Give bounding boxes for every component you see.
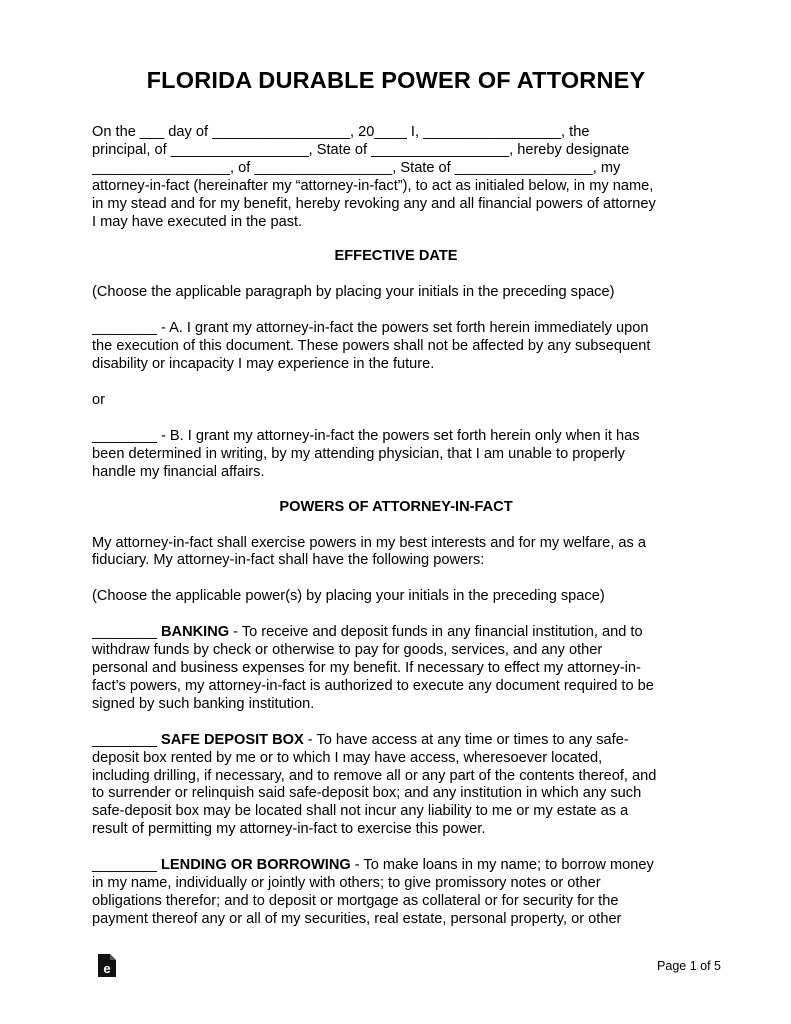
safe-deposit-paragraph	[92, 732, 700, 839]
safe-deposit-first-line	[92, 732, 700, 750]
safe-deposit-line: including drilling, if necessary, and to remove all or any part of the contents thereof, and	[92, 767, 657, 784]
safe-deposit-line: safe-deposit box may be located shall not incur any liability to me or my estate as a	[92, 803, 629, 820]
effective-date-instruction: (Choose the applicable paragraph by placing your initials in the preceding space)	[92, 284, 615, 301]
powers-heading: POWERS OF ATTORNEY-IN-FACT	[279, 498, 513, 515]
intro-line: in my stead and for my benefit, hereby revoking any and all financial powers of attorney	[92, 195, 656, 212]
option-b-line: been determined in writing, by my attending physician, that I am unable to properly	[92, 445, 625, 462]
safe-deposit-line: deposit box rented by me or to which I may have access, wheresoever located,	[92, 749, 603, 766]
option-a-line: ________ - A. I grant my attorney-in-fact the powers set forth herein immediately upon	[92, 320, 649, 337]
safe-deposit-line: to surrender or relinquish said safe-deposit box; and any institution in which any such	[92, 785, 642, 802]
lending-line: obligations therefor; and to deposit or mortgage as collateral or for security for the	[92, 893, 619, 909]
option-a-line: the execution of this document. These powers shall not be affected by any subsequent	[92, 338, 651, 355]
lending-initials-blank: ________	[92, 857, 161, 874]
intro-line: principal, of _________________, State of _________________, hereby designate	[92, 141, 630, 158]
lending-label: LENDING OR BORROWING	[161, 857, 351, 874]
banking-line: signed by such banking institution.	[92, 695, 315, 712]
option-a-paragraph	[92, 320, 700, 374]
safe-deposit-label: SAFE DEPOSIT BOX	[161, 731, 304, 748]
effective-date-heading: EFFECTIVE DATE	[334, 248, 458, 265]
intro-line: On the ___ day of _________________, 20____ I, _________________, the	[92, 124, 590, 140]
banking-first-line	[92, 624, 700, 642]
lending-text: - To make loans in my name; to borrow money	[350, 857, 654, 874]
lending-line: payment thereof any or all of my securities, real estate, personal property, or other	[92, 910, 622, 927]
powers-intro-paragraph	[92, 535, 700, 571]
intro-line: _________________, of _________________, State of _________________, my	[92, 159, 621, 176]
banking-line: fact’s powers, my attorney-in-fact is authorized to execute any document required to be	[92, 677, 654, 694]
powers-instruction: (Choose the applicable power(s) by placing your initials in the preceding space)	[92, 588, 605, 605]
option-b-line: ________ - B. I grant my attorney-in-fact the powers set forth herein only when it has	[92, 427, 640, 444]
eforms-logo-icon	[97, 953, 117, 978]
lending-line: in my name, individually or jointly with others; to give promissory notes or other	[92, 875, 601, 892]
banking-line: withdraw funds by check or otherwise to pay for goods, services, and any other	[92, 642, 603, 659]
document-page	[92, 60, 700, 929]
safe-deposit-line: result of permitting my attorney-in-fact to exercise this power.	[92, 821, 486, 838]
powers-intro-line: My attorney-in-fact shall exercise powers in my best interests and for my welfare, as a	[92, 534, 646, 551]
option-a-line: disability or incapacity I may experience in the future.	[92, 356, 435, 373]
banking-paragraph	[92, 624, 700, 714]
option-b-line: handle my financial affairs.	[92, 463, 265, 480]
document-title: FLORIDA DURABLE POWER OF ATTORNEY	[146, 67, 646, 93]
option-b-paragraph	[92, 428, 700, 482]
page-number: Page 1 of 5	[657, 959, 721, 973]
lending-paragraph	[92, 857, 700, 929]
svg-text:e: e	[103, 961, 111, 976]
intro-paragraph	[92, 124, 700, 231]
powers-intro-line: fiduciary. My attorney-in-fact shall have the following powers:	[92, 552, 485, 569]
intro-line: attorney-in-fact (hereinafter my “attorney-in-fact”), to act as initialed below, in my name,	[92, 177, 654, 194]
intro-line: I may have executed in the past.	[92, 213, 303, 230]
safe-deposit-initials-blank: ________	[92, 731, 161, 748]
lending-first-line	[92, 857, 700, 875]
banking-initials-blank: ________	[92, 624, 161, 641]
banking-text: - To receive and deposit funds in any financial institution, and to	[229, 624, 643, 641]
or-text: or	[92, 391, 105, 408]
banking-label: BANKING	[161, 624, 230, 641]
safe-deposit-text: - To have access at any time or times to any safe-	[303, 731, 629, 748]
banking-line: personal and business expenses for my benefit. If necessary to effect my attorney-in-	[92, 660, 641, 677]
